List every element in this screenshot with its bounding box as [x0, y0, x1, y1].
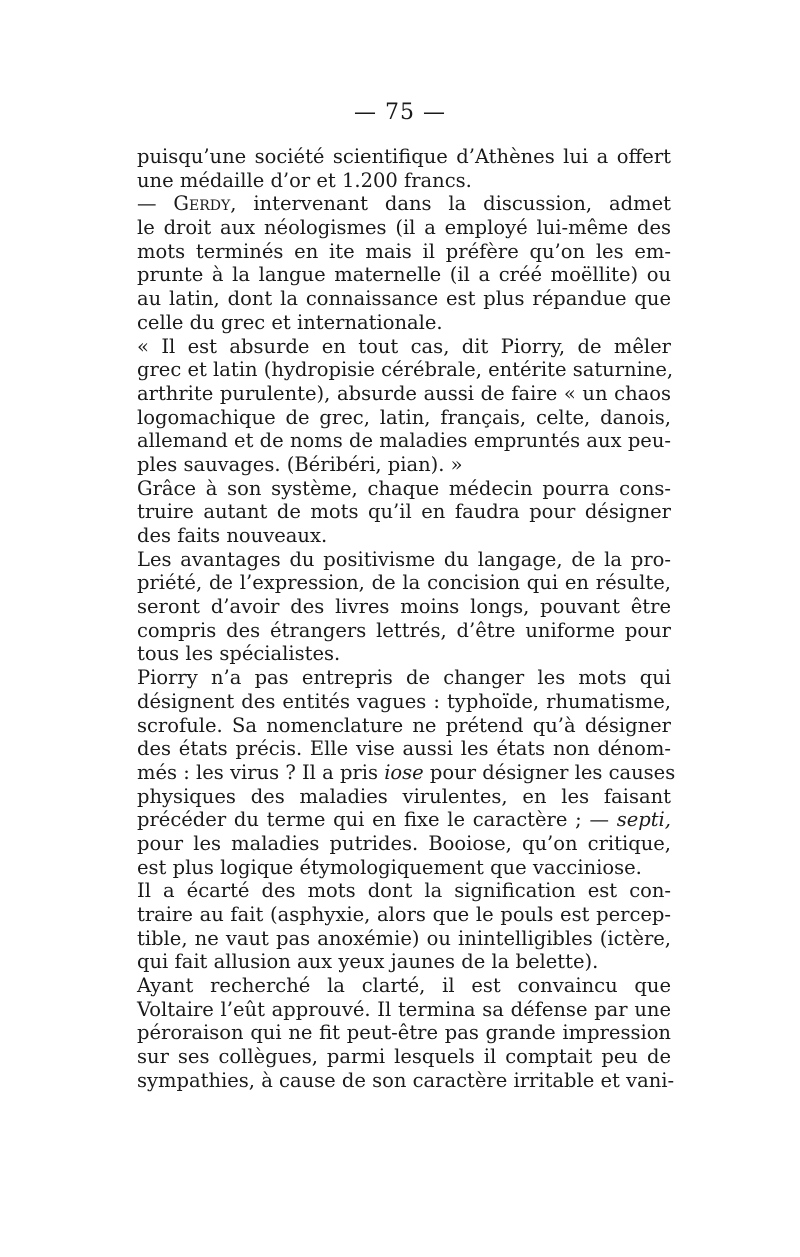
text-line [137, 240, 671, 264]
text-line [137, 785, 671, 809]
text-line [137, 169, 671, 193]
line-text: traire au fait (asphyxie, alors que le pouls est percep- [137, 903, 671, 926]
text-line [137, 548, 671, 572]
line-text: arthrite purulente), absurde aussi de faire « un chaos [137, 381, 671, 405]
line-text: des états précis. Elle vise aussi les états non dénom- [137, 737, 671, 761]
line-text: scrofule. Sa nomenclature ne prétend qu’à désigner [137, 713, 671, 737]
line-text: désignent des entités vagues : typhoïde, rhumatisme, [137, 689, 671, 713]
line-text: Piorry n’a pas entrepris de changer les mots qui [137, 666, 671, 690]
line-text: est plus logique étymologiquement que vacciniose. [137, 855, 642, 879]
text-line [137, 832, 671, 856]
line-text: sympathies, à cause de son caractère irritable et vani- [137, 1068, 675, 1092]
text-line [137, 335, 671, 359]
line-text: « Il est absurde en tout cas, dit Piorry, de mêler [137, 334, 671, 358]
line-text: pour désigner les causes [423, 760, 676, 784]
text-line [137, 619, 671, 643]
text-line [137, 311, 671, 335]
text-line [137, 477, 671, 501]
text-line [137, 192, 671, 216]
line-text: Les avantages du positivisme du langage, de la pro- [137, 547, 671, 571]
line-text: logomachique de grec, latin, français, celte, danois, [137, 405, 671, 429]
line-text: des faits nouveaux. [137, 524, 328, 547]
text-line [137, 1068, 675, 1093]
text-line [137, 263, 671, 287]
text-line [137, 145, 671, 169]
line-text: sur ses collègues, parmi lesquels il comptait peu de [137, 1045, 671, 1069]
text-line [137, 571, 671, 595]
line-text: qui fait allusion aux yeux jaunes de la belette). [137, 950, 599, 974]
text-line [137, 690, 671, 714]
line-text: au latin, dont la connaissance est plus répandue que [137, 287, 671, 311]
body-text [137, 145, 676, 1093]
text-line [137, 856, 671, 880]
line-text: Il a écarté des mots dont la signification est con- [137, 879, 671, 903]
line-text: grec et latin (hydropisie cérébrale, entérite saturnine, [137, 358, 674, 382]
line-text: péroraison qui ne fit peut-être pas grande impression [137, 1021, 671, 1045]
line-text: Ayant recherché la clarté, il est convaincu que [137, 974, 671, 998]
text-line [137, 974, 671, 998]
text-line [137, 429, 671, 453]
line-text: tous les spécialistes. [137, 642, 341, 666]
author-name-smallcaps: Gerdy [173, 192, 231, 216]
italic-term: iose [384, 760, 424, 784]
text-line [137, 216, 671, 240]
line-text: tible, ne vaut pas anoxémie) ou inintelligibles (ictère, [137, 926, 671, 950]
line-text: une médaille d’or et 1.200 francs. [137, 168, 472, 192]
line-lead: précéder du terme qui en fixe le caractère ; — [137, 808, 617, 832]
line-text: Voltaire l’eût approuvé. Il termina sa défense par une [137, 997, 671, 1021]
text-line [137, 595, 671, 619]
text-line [137, 287, 671, 311]
line-text: puisqu’une société scientifique d’Athènes lui a offert [137, 145, 671, 168]
text-line [137, 1021, 671, 1045]
line-text: seront d’avoir des livres moins longs, pouvant être [137, 595, 671, 619]
text-line [137, 358, 674, 382]
text-line [137, 879, 671, 903]
text-line [137, 666, 671, 690]
page-number: — 75 — [354, 100, 446, 125]
line-lead: més : les virus ? Il a pris [137, 760, 385, 784]
line-text: le droit aux néologismes (il a employé lui-même des [137, 216, 671, 240]
line-text: compris des étrangers lettrés, d’être uniforme pour [137, 618, 671, 642]
line-text: allemand et de noms de maladies empruntés aux peu- [137, 429, 671, 453]
text-line [137, 927, 671, 951]
text-line [137, 500, 671, 524]
line-text: , intervenant dans la discussion, admet [230, 192, 671, 216]
line-text: ples sauvages. (Béribéri, pian). » [137, 452, 463, 476]
text-line [137, 524, 671, 548]
text-line [137, 714, 671, 738]
line-text: mots terminés en ite mais il préfère qu’on les em- [137, 239, 671, 263]
text-line [137, 998, 671, 1022]
text-line [137, 1045, 671, 1069]
line-text: priété, de l’expression, de la concision qui en résulte, [137, 571, 671, 595]
italic-term: septi, [616, 808, 671, 832]
text-line [137, 903, 671, 927]
line-text: physiques des maladies virulentes, en les faisant [137, 784, 671, 808]
line-text: Grâce à son système, chaque médecin pourra cons- [137, 476, 671, 500]
text-line [137, 406, 671, 430]
line-text: celle du grec et internationale. [137, 310, 443, 334]
line-text: truire autant de mots qu’il en faudra pour désigner [137, 500, 671, 524]
text-line [137, 760, 676, 785]
line-text: prunte à la langue maternelle (il a créé moëllite) ou [137, 263, 671, 287]
text-line [137, 950, 671, 974]
line-text: pour les maladies putrides. Booiose, qu’on critique, [137, 831, 671, 855]
text-line [137, 382, 671, 406]
text-line [137, 808, 671, 832]
line-lead: — [137, 192, 174, 216]
text-line [137, 453, 671, 477]
text-line [137, 737, 671, 761]
text-line [137, 642, 671, 666]
